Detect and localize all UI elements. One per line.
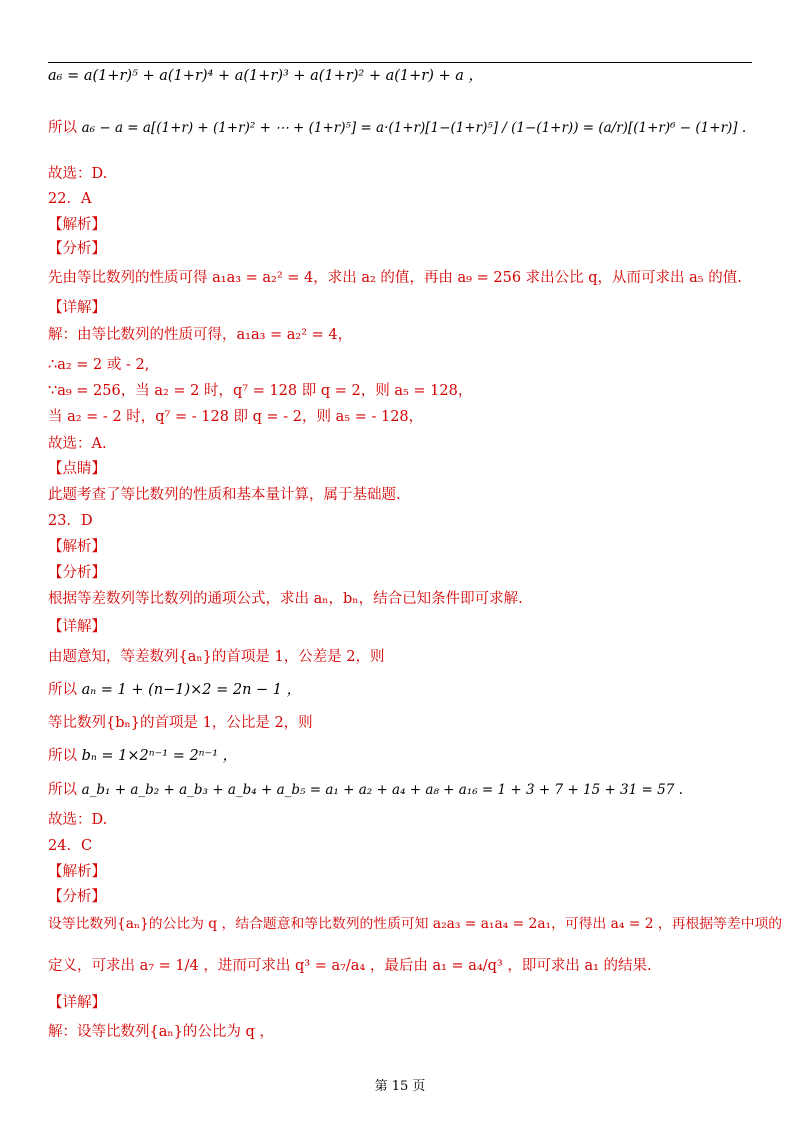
analysis-text: 定义，可求出 a₇ = 1/4 ，进而可求出 q³ = a₇/a₄ ，最后由 a₁ = a₄/q³ ，即可求出 a₁ 的结果. [48,958,652,974]
remark-text: 此题考查了等比数列的性质和基本量计算，属于基础题. [48,487,401,503]
answer-line: 故选：D. [48,166,108,182]
formula-a6-expansion: a₆ = a(1+r)⁵ + a(1+r)⁴ + a(1+r)³ + a(1+r)² + a(1+r) + a ， [48,68,483,84]
section-label: 【解析】 [48,539,106,555]
solution-line: 由题意知，等差数列{aₙ}的首项是 1，公差是 2，则 [48,649,385,665]
analysis-text: 设等比数列{aₙ}的公比为 q ，结合题意和等比数列的性质可知 a₂a₃ = a₁a₄ = 2a₁，可得出 a₄ = 2 ，再根据等差中项的 [48,916,783,932]
formula-bn: 所以 bₙ = 1×2ⁿ⁻¹ = 2ⁿ⁻¹ ， [48,748,238,764]
formula-sum-57: 所以 a_b₁ + a_b₂ + a_b₃ + a_b₄ + a_b₅ = a₁ + a₂ + a₄ + a₈ + a₁₆ = 1 + 3 + 7 + 15 + 31 = 57 . [48,782,683,798]
formula-a6-sum: 所以 a₆ − a = a[(1+r) + (1+r)² + ⋯ + (1+r)⁵] = a·(1+r)[1−(1+r)⁵] / (1−(1+r)) = (a/r)[(1+r)⁶ − (1+r)] . [48,120,747,136]
section-label: 【分析】 [48,241,106,257]
solution-line: 当 a₂ = - 2 时，q⁷ = - 128 即 q = - 2，则 a₅ = - 128， [48,409,424,425]
section-label: 【解析】 [48,217,106,233]
analysis-text: 先由等比数列的性质可得 a₁a₃ = a₂² = 4，求出 a₂ 的值，再由 a₉ = 256 求出公比 q，从而可求出 a₅ 的值. [48,270,742,286]
answer-line: 故选：D. [48,812,108,828]
solution-line: 等比数列{bₙ}的首项是 1，公比是 2，则 [48,715,313,731]
header-rule [48,62,752,63]
analysis-text: 根据等差数列等比数列的通项公式，求出 aₙ，bₙ，结合已知条件即可求解. [48,591,523,607]
question-23-heading: 23．D [48,513,93,529]
section-label: 【点睛】 [48,461,106,477]
section-label: 【解析】 [48,864,106,880]
section-label: 【分析】 [48,889,106,905]
section-label: 【详解】 [48,995,106,1011]
answer-line: 故选：A. [48,436,107,452]
solution-line: 解：由等比数列的性质可得，a₁a₃ = a₂² = 4， [48,327,353,343]
section-label: 【分析】 [48,565,106,581]
section-label: 【详解】 [48,619,106,635]
solution-line: ∵a₉ = 256，当 a₂ = 2 时，q⁷ = 128 即 q = 2，则 a₅ = 128， [48,383,473,399]
section-label: 【详解】 [48,300,106,316]
solution-line: ∴a₂ = 2 或 - 2, [48,357,150,373]
solution-line: 解：设等比数列{aₙ}的公比为 q ， [48,1024,274,1040]
question-24-heading: 24．C [48,838,93,854]
page-number: 第 15 页 [374,1079,426,1094]
formula-an: 所以 aₙ = 1 + (n−1)×2 = 2n − 1 ， [48,682,302,698]
question-22-heading: 22．A [48,191,92,207]
